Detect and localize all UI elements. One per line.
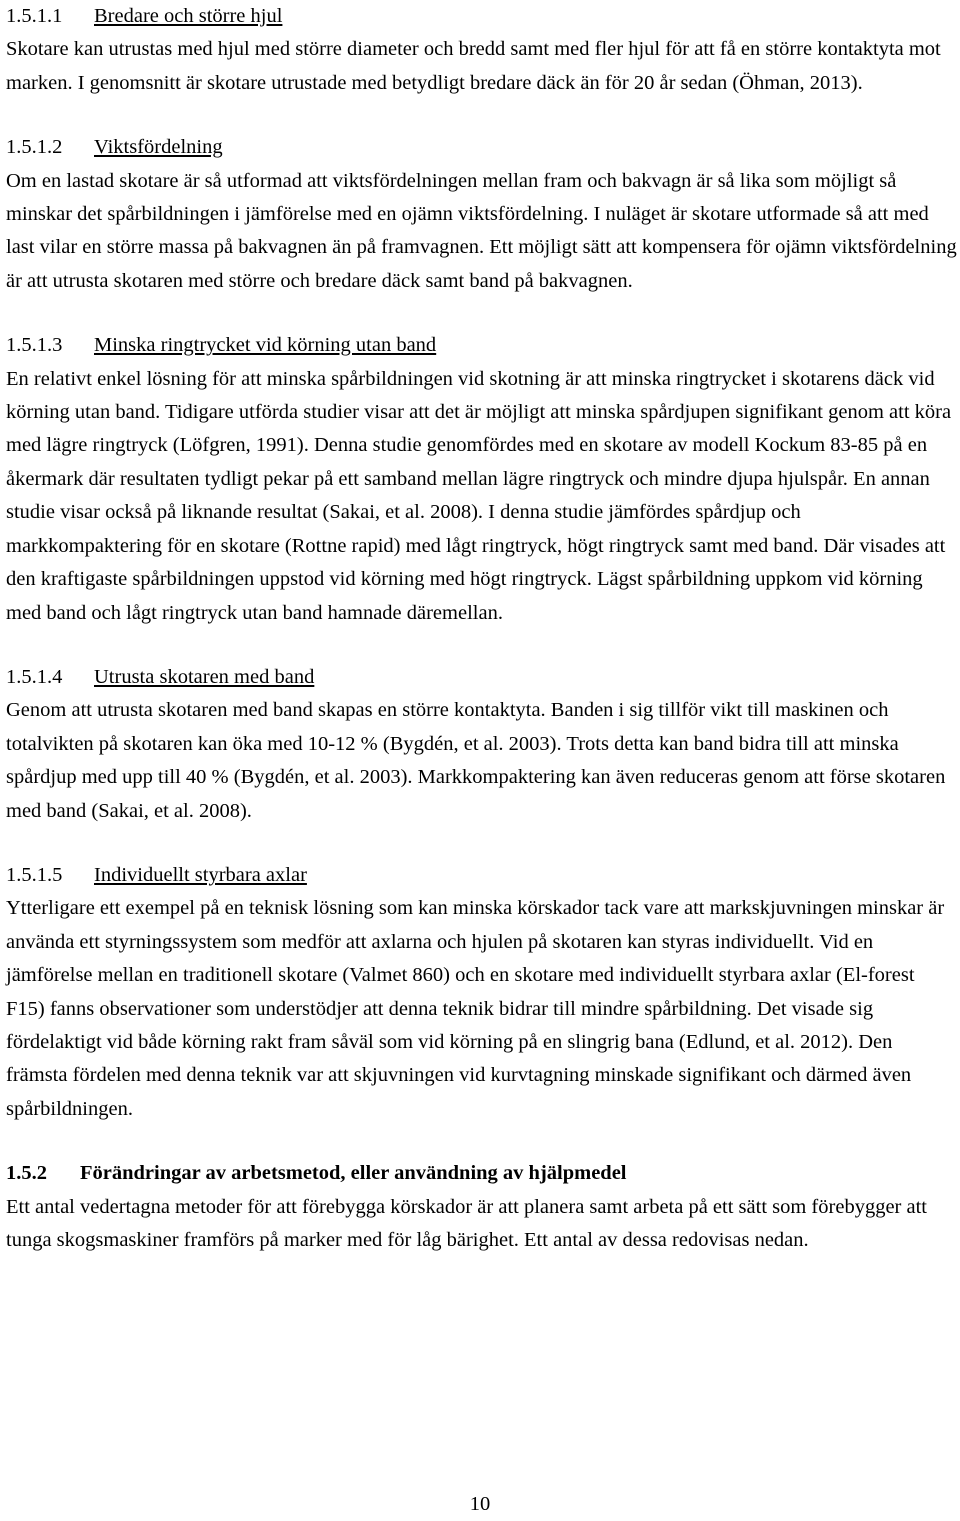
section-1-5-1-3 <box>6 329 956 630</box>
section-paragraph: Om en lastad skotare är så utformad att viktsfördelningen mellan fram och bakvagn är så lika som möjligt så minskar det spårbildningen i jämförelse med en ojämn viktsfördelning. I nuläget är skotare utformade så att med last vilar en större massa på bakvagnen än på framvagnen. Ett möjligt sätt att kompensera för ojämn viktsfördelning är att utrusta skotaren med större och bredare däck samt band på bakvagnen. <box>6 169 957 292</box>
section-number: 1.5.1.4 <box>6 665 63 688</box>
section-paragraph: Ytterligare ett exempel på en teknisk lösning som kan minska körskador tack vare att markskjuvningen minskar är använda ett styrningssystem som medför att axlarna och hjulen på skotaren kan styras individuellt. Vid en jämförelse mellan en traditionell skotare (Valmet 860) och en skotare med individuellt styrbara axlar (El-forest F15) fanns observationer som understödjer att denna teknik bidrar till mindre spårbildning. Det visade sig fördelaktigt vid både körning rakt fram såväl som vid körning på en slingrig bana (Edlund, et al. 2012). Den främsta fördelen med denna teknik var att skjuvningen vid kurvtagning minskade signifikant och därmed även spårbildningen. <box>6 897 945 1120</box>
section-number: 1.5.1.2 <box>6 136 63 159</box>
section-heading <box>6 1157 956 1190</box>
spacer <box>6 630 956 661</box>
section-1-5-2 <box>6 1157 956 1257</box>
section-number: 1.5.1.1 <box>6 5 63 27</box>
section-title: Individuellt styrbara axlar <box>94 863 307 886</box>
section-paragraph: Genom att utrusta skotaren med band skapas en större kontaktyta. Banden i sig tillför vikt till maskinen och totalvikten på skotaren kan öka med 10-12 % (Bygdén, et al. 2003). Trots detta kan band bidra till att minska spårdjup med upp till 40 % (Bygdén, et al. 2003). Markkompaktering kan även reduceras genom att förse skotaren med band (Sakai, et al. 2008). <box>6 699 946 822</box>
section-title: Minska ringtrycket vid körning utan band <box>94 334 437 357</box>
section-paragraph: Skotare kan utrustas med hjul med större diameter och bredd samt med fler hjul för att få en större kontaktyta mot marken. I genomsnitt är skotare utrustade med betydligt bredare däck än för 20 år sedan (Öhman, 2013). <box>6 38 941 94</box>
section-1-5-1-1 <box>6 0 956 100</box>
section-title: Viktsfördelning <box>94 136 223 159</box>
document-page <box>6 0 956 1257</box>
section-heading <box>6 859 956 892</box>
section-1-5-1-2 <box>6 131 956 298</box>
spacer <box>6 298 956 329</box>
section-1-5-1-4 <box>6 661 956 828</box>
section-paragraph: En relativt enkel lösning för att minska spårbildningen vid skotning är att minska ringtrycket i skotarens däck vid körning utan band. Tidigare utförda studier visar att det är möjligt att minska spårdjupen signifikant genom att köra med lägre ringtryck (Löfgren, 1991). Denna studie genomfördes med en skotare av modell Kockum 83-85 på en åkermark där resultaten tydligt pekar på ett samband mellan lägre ringtryck och mindre djupa hjulspår. En annan studie visar också på liknande resultat (Sakai, et al. 2008). I denna studie jämfördes spårdjup och markkompaktering för en skotare (Rottne rapid) med lågt ringtryck, högt ringtryck samt med band. Där visades att den kraftigaste spårbildningen uppstod vid körning med högt ringtryck. Lägst spårbildning uppkom vid körning med band och lågt ringtryck utan band hamnade däremellan. <box>6 367 952 624</box>
section-number: 1.5.1.3 <box>6 334 63 357</box>
section-number: 1.5.2 <box>6 1162 47 1185</box>
section-heading <box>6 131 956 164</box>
section-heading <box>6 329 956 362</box>
section-heading <box>6 661 956 694</box>
spacer <box>6 828 956 859</box>
section-1-5-1-5 <box>6 859 956 1126</box>
section-heading <box>6 0 956 33</box>
section-paragraph: Ett antal vedertagna metoder för att förebygga körskador är att planera samt arbeta på ett sätt som förebygger att tunga skogsmaskiner framförs på marker med för låg bärighet. Ett antal av dessa redovisas nedan. <box>6 1195 927 1251</box>
spacer <box>6 100 956 131</box>
page-number: 10 <box>469 1493 491 1515</box>
section-title: Bredare och större hjul <box>94 5 283 27</box>
spacer <box>6 1126 956 1157</box>
section-title: Utrusta skotaren med band <box>94 665 315 688</box>
section-number: 1.5.1.5 <box>6 863 63 886</box>
section-title: Förändringar av arbetsmetod, eller användning av hjälpmedel <box>80 1162 627 1185</box>
